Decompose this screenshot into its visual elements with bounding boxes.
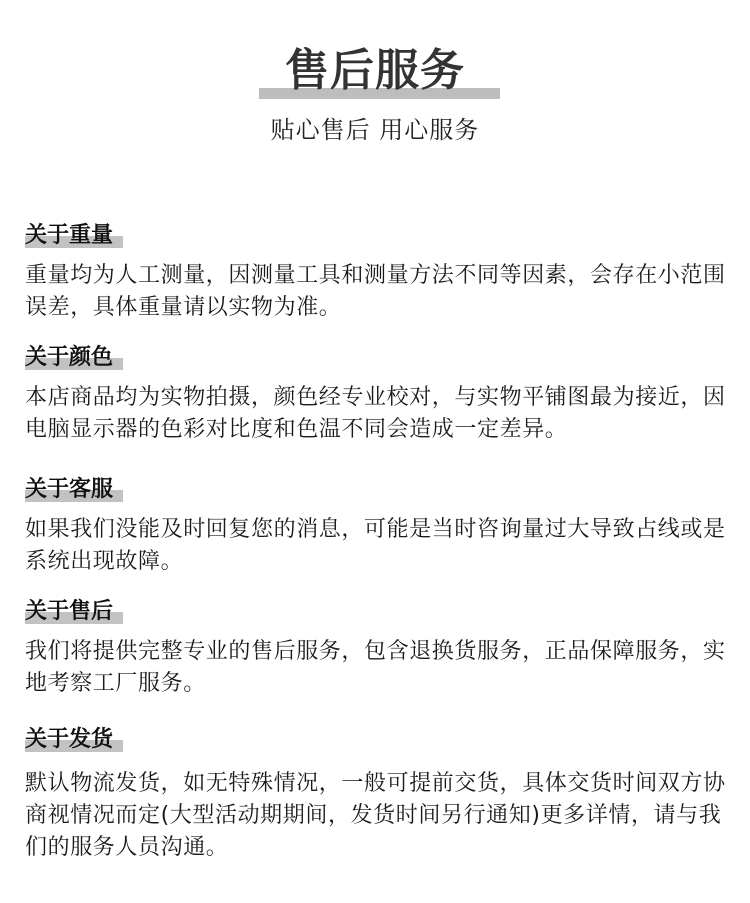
section-customer-service: [25, 476, 730, 578]
page-subtitle: 贴心售后 用心服务: [270, 116, 480, 144]
section-weight: [25, 222, 730, 324]
page-title: 售后服务: [285, 45, 465, 96]
section-body: 如果我们没能及时回复您的消息，可能是当时咨询量过大导致占线或是系统出现故障。: [25, 517, 726, 574]
section-heading: [25, 476, 113, 506]
section-body: 重量均为人工测量，因测量工具和测量方法不同等因素，会存在小范围误差，具体重量请以实物为准。: [25, 263, 726, 320]
section-shipping: [25, 726, 730, 864]
section-heading-text: 关于重量: [25, 223, 114, 248]
section-body: 默认物流发货，如无特殊情况，一般可提前交货，具体交货时间双方协商视情况而定(大型活动期期间，发货时间另行通知)更多详情，请与我们的服务人员沟通。: [25, 771, 726, 860]
section-heading-text: 关于客服: [25, 477, 114, 502]
section-heading: [25, 726, 113, 756]
section-heading-text: 关于颜色: [25, 345, 114, 370]
section-heading: [25, 344, 113, 374]
section-heading: [25, 222, 113, 252]
section-color: [25, 344, 730, 446]
section-heading: [25, 598, 113, 628]
section-heading-text: 关于售后: [25, 599, 114, 624]
section-body: 我们将提供完整专业的售后服务，包含退换货服务，正品保障服务，实地考察工厂服务。: [25, 639, 726, 696]
section-body: 本店商品均为实物拍摄，颜色经专业校对，与实物平铺图最为接近，因电脑显示器的色彩对比度和色温不同会造成一定差异。: [25, 385, 726, 442]
section-heading-text: 关于发货: [25, 727, 114, 752]
section-after-sales: [25, 598, 730, 700]
title-block: [0, 40, 750, 102]
